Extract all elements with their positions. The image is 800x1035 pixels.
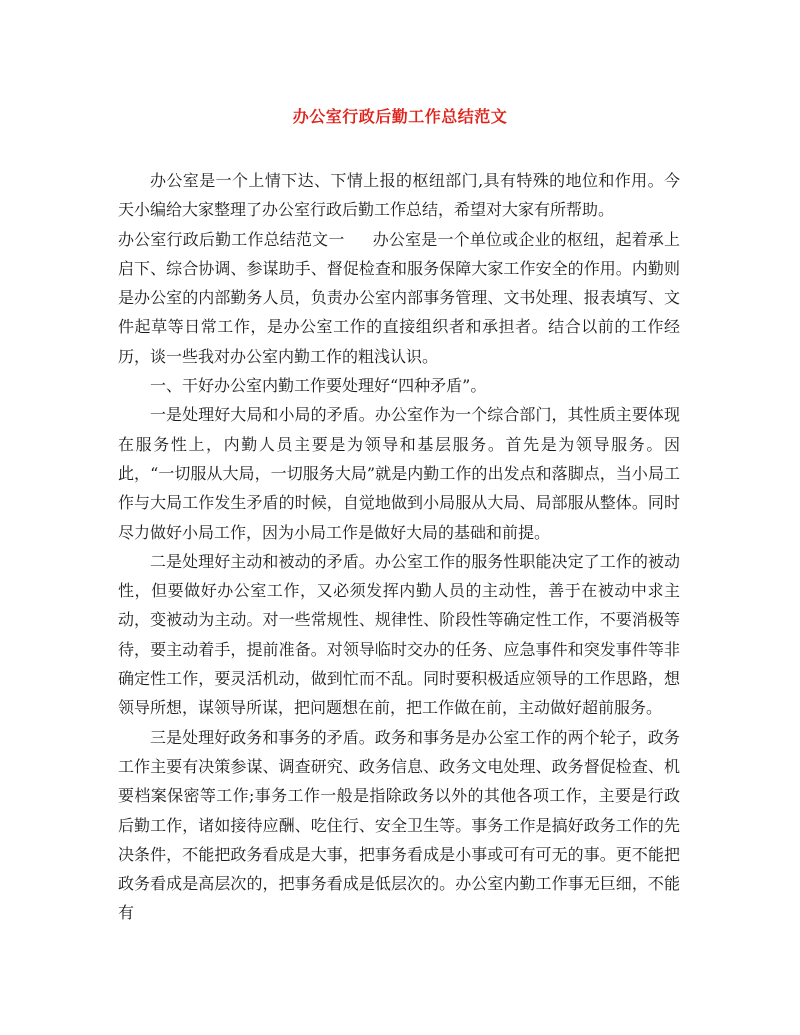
- document-body: [118, 166, 680, 928]
- paragraph-3: 三是处理好政务和事务的矛盾。政务和事务是办公室工作的两个轮子，政务工作主要有决策参谋、调查研究、政务信息、政务文电处理、政务督促检查、机要档案保密等工作;事务工作一般是指除政务以外的其他各项工作，主要是行政后勤工作，诸如接待应酬、吃住行、安全卫生等。事务工作是搞好政务工作的先决条件，不能把政务看成是大事，把事务看成是小事或可有可无的事。更不能把政务看成是高层次的，把事务看成是低层次的。办公室内勤工作事无巨细，不能有: [118, 727, 680, 923]
- document-title: 办公室行政后勤工作总结范文: [292, 107, 508, 126]
- section-heading-1: 一、干好办公室内勤工作要处理好“四种矛盾”。: [150, 376, 487, 396]
- sample-paragraph: [118, 225, 680, 371]
- paragraph-1: 一是处理好大局和小局的矛盾。办公室作为一个综合部门，其性质主要体现在服务性上，内勤人员主要是为领导和基层服务。首先是为领导服务。因此，“一切服从大局，一切服务大局”就是内勤工作的出发点和落脚点，当小局工作与大局工作发生矛盾的时候，自觉地做到小局服从大局、局部服从整体。同时尽力做好小局工作，因为小局工作是做好大局的基础和前提。: [118, 405, 680, 542]
- intro-paragraph: 办公室是一个上情下达、下情上报的枢纽部门,具有特殊的地位和作用。今天小编给大家整理了办公室行政后勤工作总结，希望对大家有所帮助。: [118, 171, 680, 220]
- sample-heading: 办公室行政后勤工作总结范文一: [118, 229, 345, 249]
- sample-body: 办公室是一个单位或企业的枢纽，起着承上启下、综合协调、参谋助手、督促检查和服务保障大家工作安全的作用。内勤则是办公室的内部勤务人员，负责办公室内部事务管理、文书处理、报表填写、文件起草等日常工作，是办公室工作的直接组织者和承担者。结合以前的工作经历，谈一些我对办公室内勤工作的粗浅认识。: [118, 229, 680, 366]
- paragraph-2: 二是处理好主动和被动的矛盾。办公室工作的服务性职能决定了工作的被动性，但要做好办公室工作，又必须发挥内勤人员的主动性，善于在被动中求主动，变被动为主动。对一些常规性、规律性、阶段性等确定性工作，不要消极等待，要主动着手，提前准备。对领导临时交办的任务、应急事件和突发事件等非确定性工作，要灵活机动，做到忙而不乱。同时要积极适应领导的工作思路，想领导所想，谋领导所谋，把问题想在前，把工作做在前，主动做好超前服务。: [118, 551, 680, 718]
